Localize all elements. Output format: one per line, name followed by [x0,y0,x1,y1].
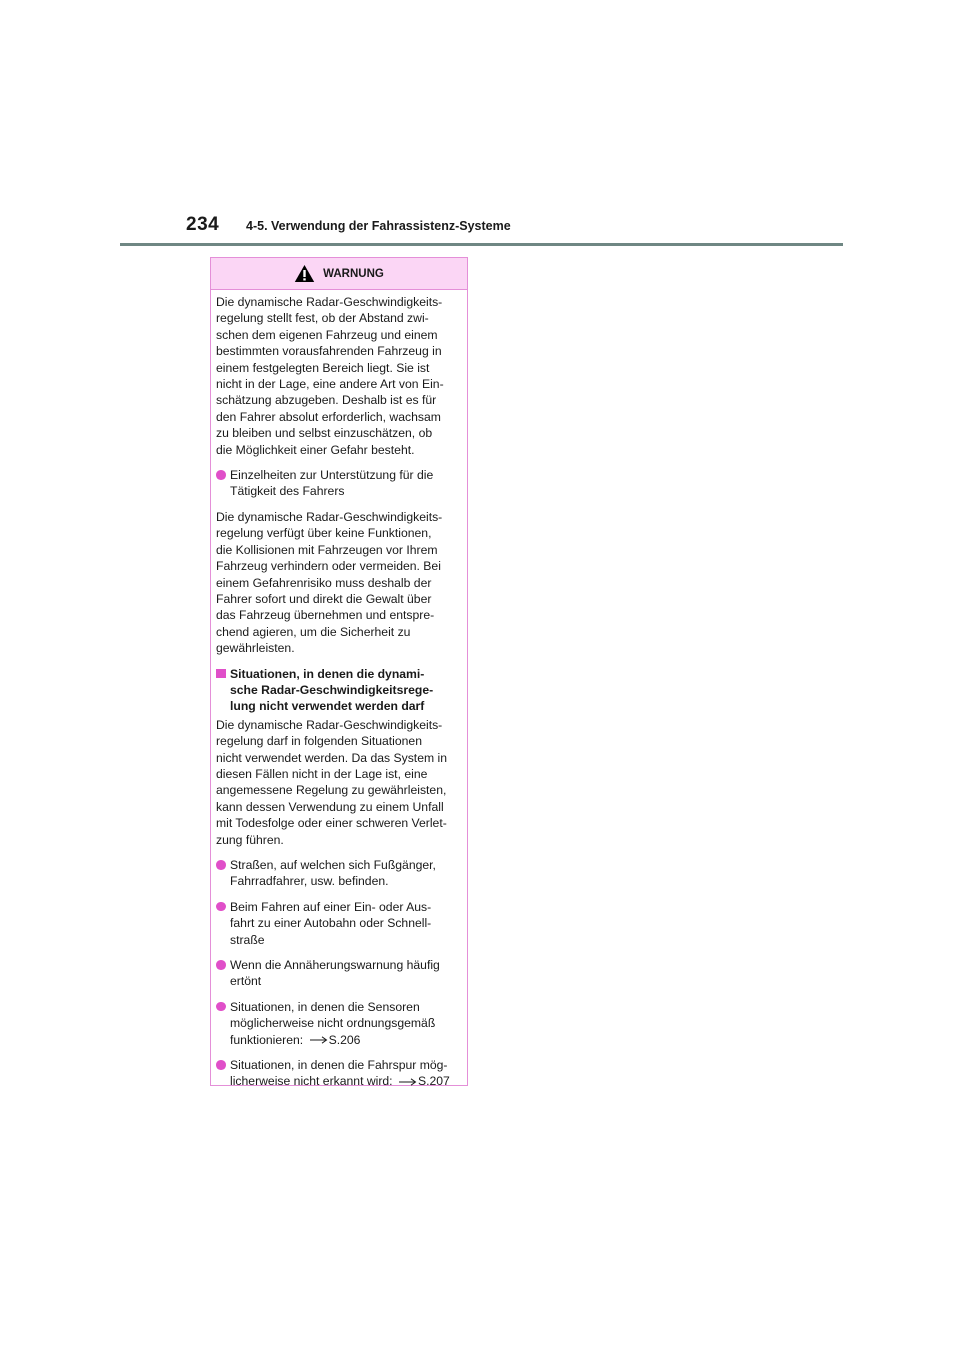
text-fragment: licherweise nicht erkannt wird: [230,1074,393,1089]
text-line: zu bleiben und selbst einzuschätzen, ob [216,426,433,441]
text-line: Fahrradfahrer, usw. befinden. [230,874,389,889]
warning-body [211,290,467,1090]
text-line: fahrt zu einer Autobahn oder Schnell- [230,916,432,931]
text-line: einem Gefahrenrisiko muss deshalb der [216,575,432,590]
text-line [230,1073,450,1089]
warning-title: WARNUNG [323,267,384,280]
warning-triangle-icon [294,264,315,283]
text-line: bestimmten vorausfahrenden Fahrzeug in [216,344,442,359]
text-line: nicht verwendet werden. Da das System in [216,750,447,765]
bullet-dot-icon [216,902,226,912]
text-line: gewährleisten. [216,641,295,656]
page-number: 234 [186,214,220,235]
text-line: regelung stellt fest, ob der Abstand zwi- [216,311,429,326]
text-line: Situationen, in denen die dynami- [230,666,425,681]
text-line: angemessene Regelung zu gewährleisten, [216,783,447,798]
text-line: den Fahrer absolut erforderlich, wachsam [216,409,441,424]
arrow-right-icon [309,1036,328,1044]
text-line: regelung verfügt über keine Funktionen, [216,526,432,541]
text-line: Einzelheiten zur Unterstützung für die [230,468,434,483]
arrow-right-icon [398,1078,417,1086]
text-line: zung führen. [216,832,284,847]
text-line: Straßen, auf welchen sich Fußgänger, [230,858,436,872]
page-reference-link[interactable]: S.207 [417,1074,450,1089]
text-line: chend agieren, um die Sicherheit zu [216,624,411,639]
text-line: Situationen, in denen die Sensoren [230,999,420,1014]
bullet-dot-icon [216,860,226,870]
bullet-item-pedestrians [216,857,460,890]
text-line: möglicherweise nicht ordnungsgemäß [230,1016,436,1031]
bullet-dot-icon [216,1060,226,1070]
text-line: straße [230,932,265,947]
bullet-dot-icon [216,960,226,970]
text-line: kann dessen Verwendung zu einem Unfall [216,799,444,814]
text-line: Die dynamische Radar-Geschwindigkeits- [216,717,443,732]
header-divider [120,243,843,246]
bullet-dot-icon [216,470,226,480]
text-line: mit Todesfolge oder einer schweren Verlet- [216,816,447,831]
warning-no-collision-paragraph [216,509,460,657]
text-line: diesen Fällen nicht in der Lage ist, eine [216,766,428,781]
page-reference-link[interactable]: S.206 [328,1032,361,1047]
text-line: Beim Fahren auf einer Ein- oder Aus- [230,899,432,914]
text-line [230,1032,435,1048]
text-line: Situationen, in denen die Fahrspur mög- [230,1058,448,1073]
bullet-item-lane-detection [216,1057,460,1090]
text-line: regelung darf in folgenden Situationen [216,734,422,749]
square-bullet-icon [216,669,226,679]
text-line: Tätigkeit des Fahrers [230,484,345,499]
text-line: Die dynamische Radar-Geschwindigkeits- [216,509,443,524]
text-line: die Möglichkeit einer Gefahr besteht. [216,442,415,457]
warning-prohibited-paragraph [216,717,460,848]
text-line: einem festgelegten Bereich liegt. Sie ist [216,360,430,375]
text-line: Fahrer sofort und direkt die Gewalt über [216,591,432,606]
text-line: schätzung abzugeben. Deshalb ist es für [216,393,437,408]
warning-box [210,257,468,1089]
text-line: lung nicht verwendet werden darf [230,699,425,714]
text-line: die Kollisionen mit Fahrzeugen vor Ihrem [216,542,438,557]
bullet-item-highway-ramp [216,899,460,948]
warning-header [211,258,467,290]
text-line: Fahrzeug verhindern oder vermeiden. Bei [216,559,441,574]
text-line: Die dynamische Radar-Geschwindigkeits- [216,295,443,309]
bullet-item-sensors [216,999,460,1048]
subheading-prohibited-situations [216,666,460,715]
text-line: sche Radar-Geschwindigkeitsrege- [230,682,434,697]
bullet-item-approach-warning [216,957,460,990]
bullet-dot-icon [216,1002,226,1012]
text-fragment: funktionieren: [230,1032,304,1047]
text-line: ertönt [230,974,262,989]
text-line: nicht in der Lage, eine andere Art von Ein- [216,377,444,392]
section-title: 4-5. Verwendung der Fahrassistenz-Systeme [246,219,511,233]
warning-intro-paragraph [216,294,460,458]
text-line: Wenn die Annäherungswarnung häufig [230,958,440,973]
text-line: das Fahrzeug übernehmen und entspre- [216,608,435,623]
bullet-item-driver-support [216,467,460,500]
text-line: schen dem eigenen Fahrzeug und einem [216,327,438,342]
